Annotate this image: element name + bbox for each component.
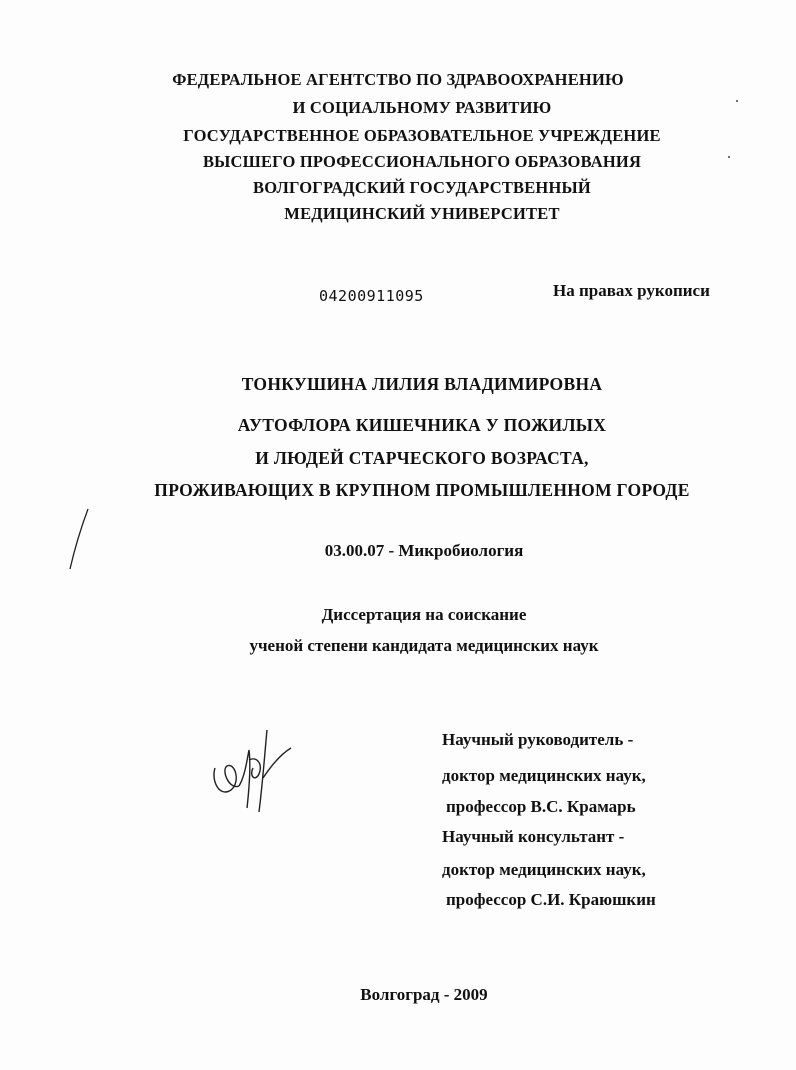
header-line-5: ВОЛГОГРАДСКИЙ ГОСУДАРСТВЕННЫЙ bbox=[253, 178, 591, 197]
degree-line-1: Диссертация на соискание bbox=[321, 605, 527, 624]
consultant-degree: доктор медицинских наук, bbox=[442, 860, 646, 879]
specialty: 03.00.07 - Микробиология bbox=[324, 541, 524, 560]
city-year: Волгоград - 2009 bbox=[360, 985, 488, 1004]
author-name: ТОНКУШИНА ЛИЛИЯ ВЛАДИМИРОВНА bbox=[241, 374, 603, 394]
consultant-role: Научный консультант - bbox=[442, 827, 625, 846]
degree-line-2: ученой степени кандидата медицинских наук bbox=[249, 636, 599, 655]
margin-mark bbox=[64, 505, 94, 575]
manuscript-note: На правах рукописи bbox=[553, 281, 710, 300]
header-line-4: ВЫСШЕГО ПРОФЕССИОНАЛЬНОГО ОБРАЗОВАНИЯ bbox=[202, 152, 642, 171]
header-line-2: И СОЦИАЛЬНОМУ РАЗВИТИЮ bbox=[292, 98, 552, 117]
supervisor-name-1: профессор В.С. Крамарь bbox=[446, 797, 636, 816]
supervisor-role-1: Научный руководитель - bbox=[442, 730, 634, 749]
title-line-3: ПРОЖИВАЮЩИХ В КРУПНОМ ПРОМЫШЛЕННОМ ГОРОДЕ bbox=[154, 480, 690, 500]
signature bbox=[205, 720, 305, 820]
header-line-1: ФЕДЕРАЛЬНОЕ АГЕНТСТВО ПО ЗДРАВООХРАНЕНИЮ bbox=[172, 70, 624, 89]
registration-number: 04200911095 bbox=[319, 287, 424, 305]
scan-speck bbox=[728, 156, 730, 158]
header-line-3: ГОСУДАРСТВЕННОЕ ОБРАЗОВАТЕЛЬНОЕ УЧРЕЖДЕНИЕ bbox=[183, 126, 661, 145]
title-line-2: И ЛЮДЕЙ СТАРЧЕСКОГО ВОЗРАСТА, bbox=[255, 448, 589, 468]
supervisor-degree-1: доктор медицинских наук, bbox=[442, 766, 646, 785]
title-line-1: АУТОФЛОРА КИШЕЧНИКА У ПОЖИЛЫХ bbox=[237, 415, 607, 435]
header-line-6: МЕДИЦИНСКИЙ УНИВЕРСИТЕТ bbox=[284, 204, 560, 223]
scan-speck bbox=[736, 100, 738, 102]
consultant-name: профессор С.И. Краюшкин bbox=[446, 890, 656, 909]
